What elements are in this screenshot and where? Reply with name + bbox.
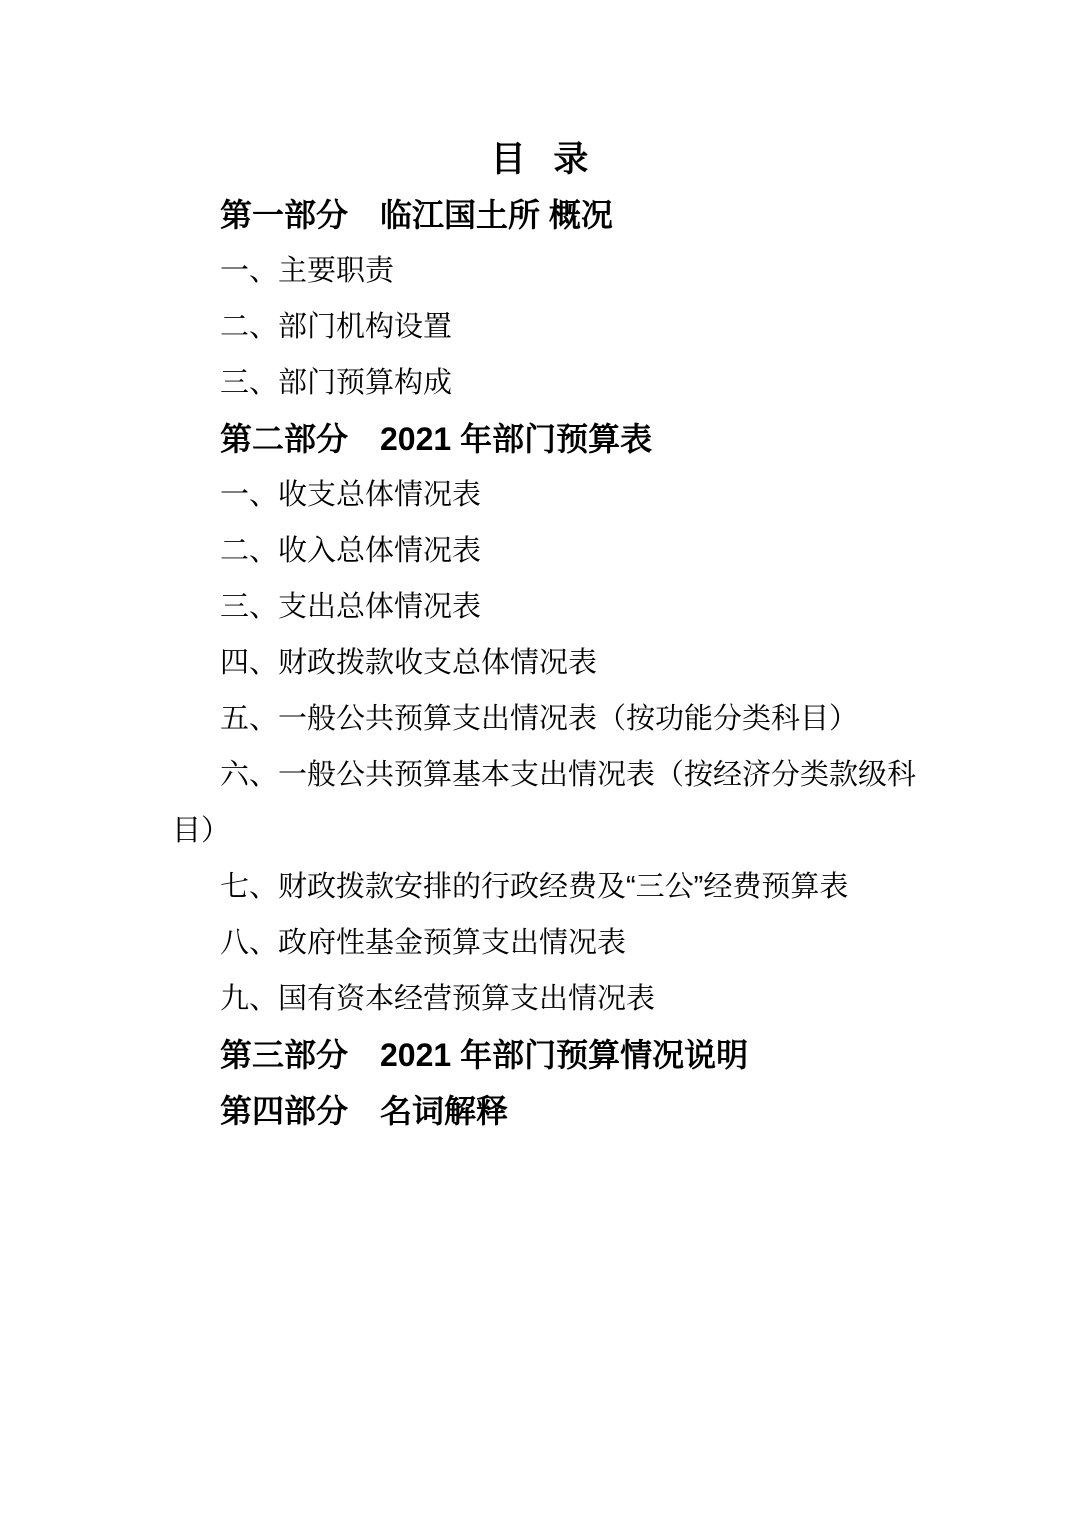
page-title: 目 录 <box>490 140 590 179</box>
toc-item-part2-6-continuation: 目） <box>172 815 231 847</box>
toc-list <box>0 187 1080 1139</box>
toc-item-part2-3: 三、支出总体情况表 <box>220 591 482 623</box>
toc-item-part2-6: 六、一般公共预算基本支出情况表（按经济分类款级科 <box>220 759 917 791</box>
toc-item-part2-4: 四、财政拨款收支总体情况表 <box>220 647 598 679</box>
toc-heading-part-1: 第一部分 临江国土所 概况 <box>220 197 613 233</box>
toc-item-part2-2: 二、收入总体情况表 <box>220 535 482 567</box>
toc-item-part2-1: 一、收支总体情况表 <box>220 479 482 511</box>
toc-item-part2-5: 五、一般公共预算支出情况表（按功能分类科目） <box>220 703 859 735</box>
toc-item-part1-1: 一、主要职责 <box>220 255 395 287</box>
toc-item-part1-2: 二、部门机构设置 <box>220 311 453 343</box>
toc-heading-part-4: 第四部分 名词解释 <box>220 1093 509 1129</box>
toc-heading-part-3: 第三部分 2021 年部门预算情况说明 <box>220 1037 749 1073</box>
toc-item-part2-7: 七、财政拨款安排的行政经费及“三公”经费预算表 <box>220 871 849 903</box>
toc-item-part2-8: 八、政府性基金预算支出情况表 <box>220 927 627 959</box>
toc-item-part1-3: 三、部门预算构成 <box>220 367 453 399</box>
toc-item-part2-9: 九、国有资本经营预算支出情况表 <box>220 983 656 1015</box>
toc-heading-part-2: 第二部分 2021 年部门预算表 <box>220 421 653 457</box>
